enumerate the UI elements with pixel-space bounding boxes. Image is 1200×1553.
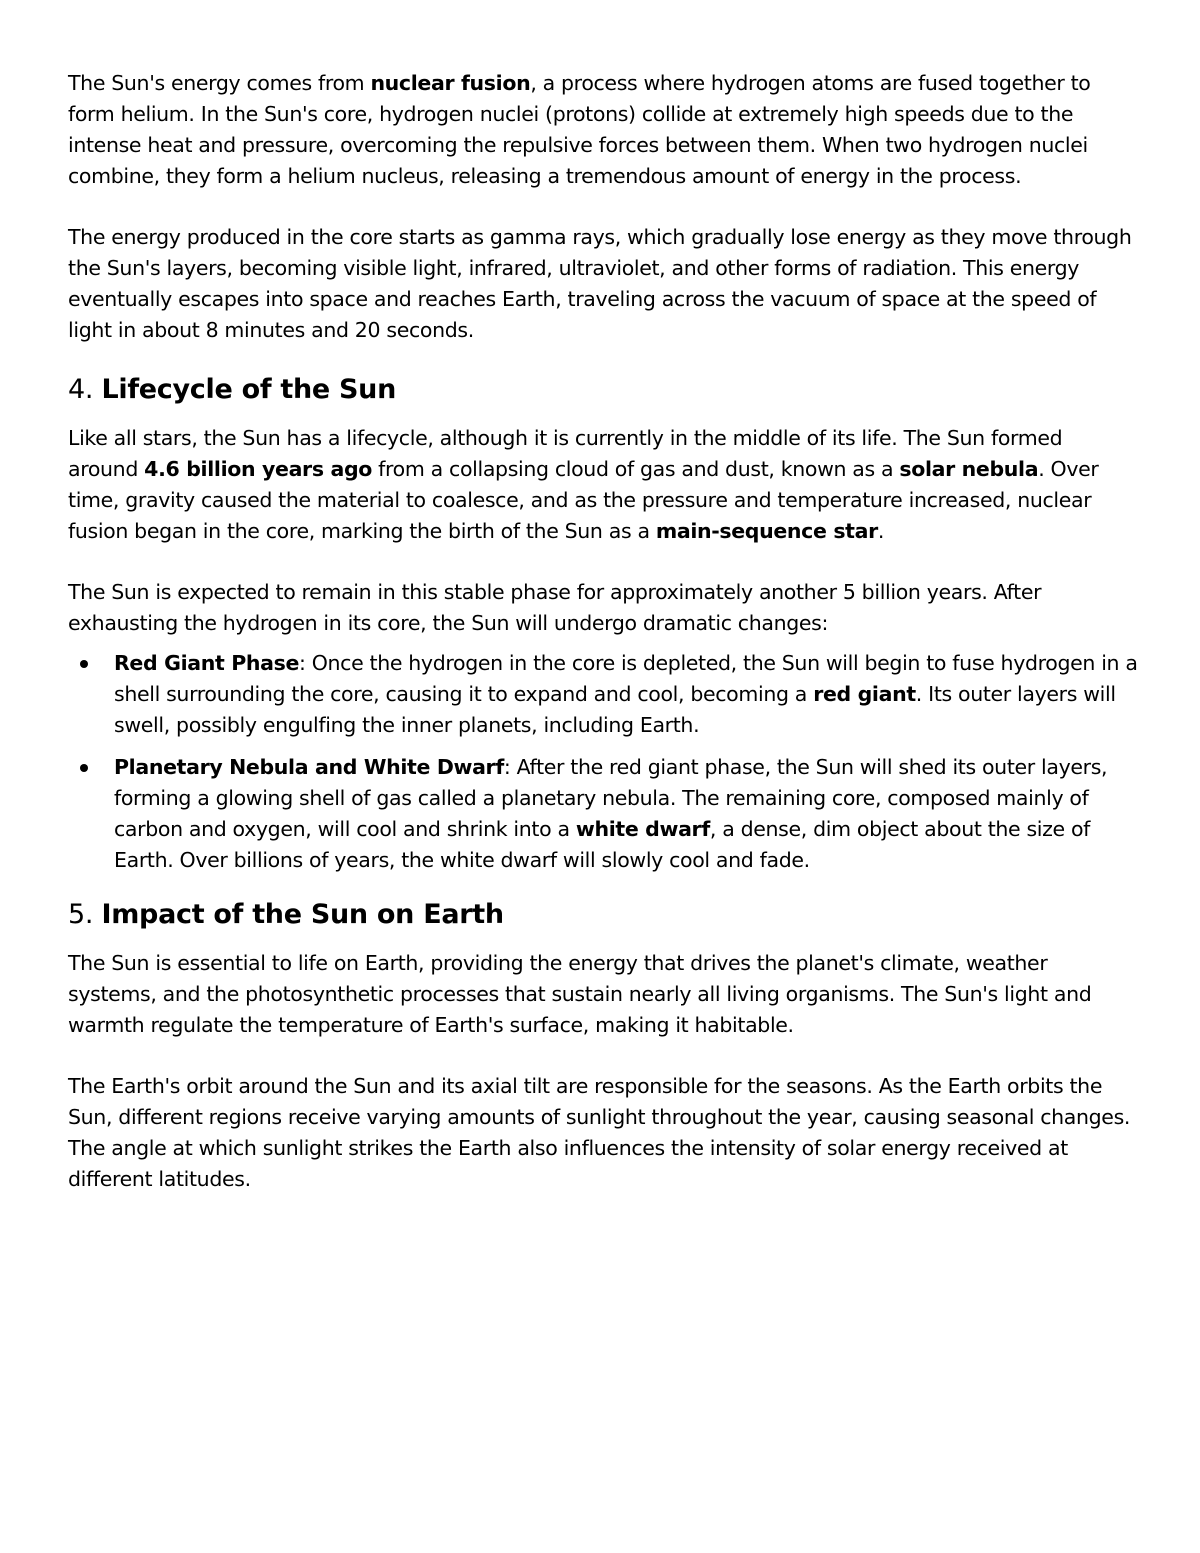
section-4-title: Lifecycle of the Sun — [101, 374, 396, 405]
section-5-heading — [68, 898, 1138, 932]
list-item — [68, 648, 1138, 741]
age-term: 4.6 billion years ago — [144, 457, 372, 481]
white-dwarf-term: Planetary Nebula and White Dwarf — [114, 755, 504, 779]
bullet-icon — [80, 764, 88, 772]
white-dwarf-text-b: , a dense, dim object about the size of Earth. Over billions of years, the white dwarf will slowly cool and fade. — [114, 817, 1091, 872]
nuclear-fusion-term: nuclear fusion — [370, 71, 531, 95]
section-4-heading — [68, 373, 1138, 407]
stable-phase-paragraph: The Sun is expected to remain in this stable phase for approximately another 5 billion years. After exhausting the hydrogen in its core, the Sun will undergo dramatic changes: — [68, 580, 1042, 635]
impact-paragraph: The Sun is essential to life on Earth, providing the energy that drives the planet's climate, weather systems, and the photosynthetic processes that sustain nearly all living organisms. The Sun's light and warmth regulate the temperature of Earth's surface, making it habitable. — [68, 951, 1092, 1037]
section-5-title: Impact of the Sun on Earth — [101, 899, 504, 930]
lifecycle-text-c: . Over time, gravity caused the material to coalesce, and as the pressure and temperature increased, nuclear fusion began in the core, marking the birth of the Sun as a — [68, 457, 1099, 543]
section-4-number: 4. — [68, 374, 94, 405]
white-dwarf-text-a: : After the red giant phase, the Sun will shed its outer layers, forming a glowing shell of gas called a planetary nebula. The remaining core, composed mainly of carbon and oxygen, will cool and shrink into a — [114, 755, 1108, 841]
bullet-icon — [80, 660, 88, 668]
red-giant-inline-term: red giant — [813, 682, 916, 706]
document-page — [68, 68, 1138, 1225]
fusion-text-a: The Sun's energy comes from — [68, 71, 371, 95]
lifecycle-paragraph — [68, 423, 1138, 547]
red-giant-text-a: : Once the hydrogen in the core is depleted, the Sun will begin to fuse hydrogen in a shell surrounding the core, causing it to expand and cool, becoming a — [114, 651, 1138, 706]
section-5-number: 5. — [68, 899, 94, 930]
red-giant-term: Red Giant Phase — [114, 651, 300, 675]
lifecycle-text-d: . — [877, 519, 885, 543]
energy-paragraph: The energy produced in the core starts as gamma rays, which gradually lose energy as they move through the Sun's layers, becoming visible light, infrared, ultraviolet, and other forms of radiation. This energy eventually escapes into space and reaches Earth, traveling across the vacuum of space at the speed of light in about 8 minutes and 20 seconds. — [68, 225, 1132, 342]
seasons-paragraph: The Earth's orbit around the Sun and its axial tilt are responsible for the seasons. As the Earth orbits the Sun, different regions receive varying amounts of sunlight throughout the year, causing seasonal changes. The angle at which sunlight strikes the Earth also influences the intensity of solar energy received at different latitudes. — [68, 1074, 1131, 1191]
fusion-text-b: , a process where hydrogen atoms are fused together to form helium. In the Sun's core, hydrogen nuclei (protons) collide at extremely high speeds due to the intense heat and pressure, overcoming the repulsive forces between them. When two hydrogen nuclei combine, they form a helium nucleus, releasing a tremendous amount of energy in the process. — [68, 71, 1091, 188]
lifecycle-list — [68, 648, 1138, 876]
red-giant-text-b: . Its outer layers will swell, possibly engulfing the inner planets, including Earth. — [114, 682, 1116, 737]
main-sequence-term: main-sequence star — [655, 519, 878, 543]
lifecycle-text-a: Like all stars, the Sun has a lifecycle, although it is currently in the middle of its life. The Sun formed around — [68, 426, 1063, 481]
solar-nebula-term: solar nebula — [899, 457, 1039, 481]
fusion-paragraph — [68, 68, 1138, 192]
list-item — [68, 752, 1138, 876]
lifecycle-text-b: from a collapsing cloud of gas and dust, known as a — [372, 457, 900, 481]
white-dwarf-inline-term: white dwarf — [575, 817, 710, 841]
